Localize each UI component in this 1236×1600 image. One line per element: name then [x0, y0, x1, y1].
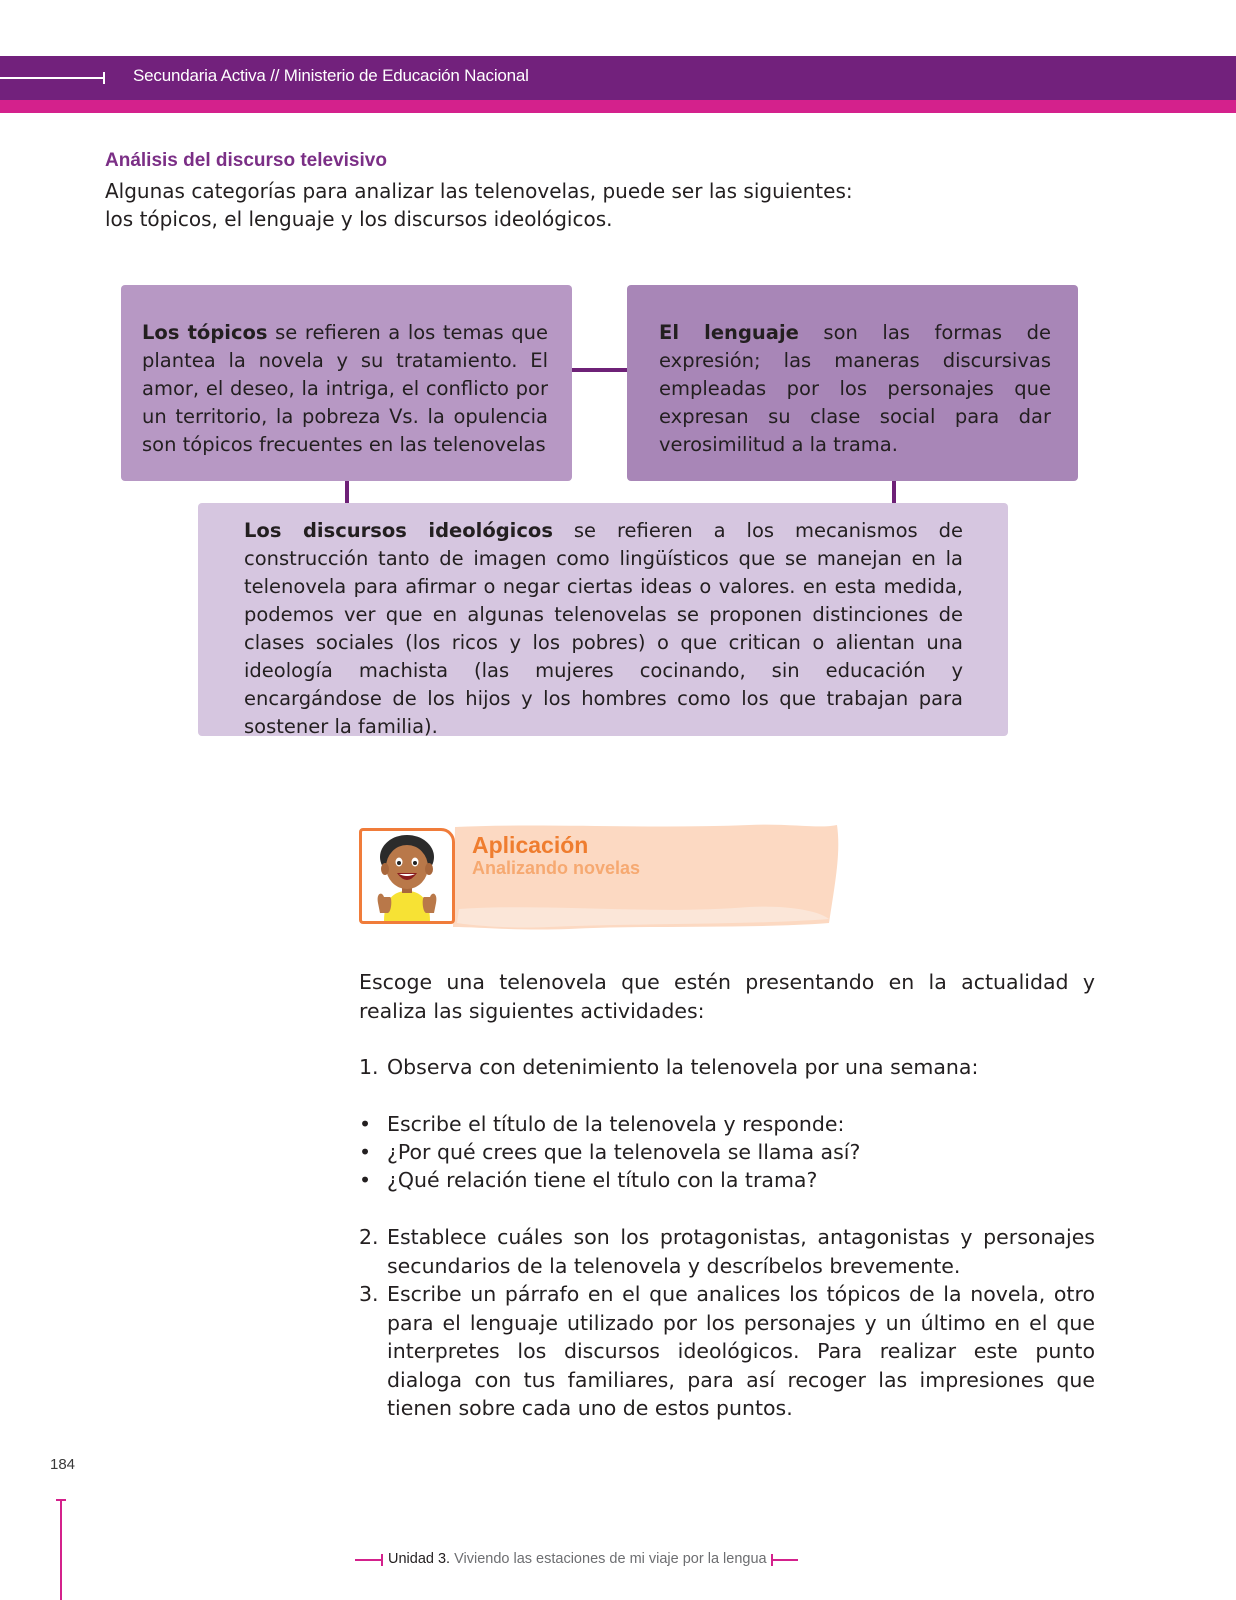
step-3-text: Escribe un párrafo en el que analices los tópicos de la novela, otro para el lenguaje utilizado por los personajes y un último en el que interpretes los discursos ideológicos. Para realizar este punto dialoga con tus familiares, para así recoger las impresiones que tienen sobre cada uno de estos puntos. [387, 1282, 1095, 1420]
step-2-marker: 2. [359, 1225, 379, 1249]
activity-intro: Escoge una telenovela que estén presentando en la actualidad y realiza las siguientes actividades: [359, 970, 1095, 1023]
connector-left [345, 481, 349, 503]
footer-margin-tick [56, 1499, 66, 1501]
discursos-term: Los discursos ideológicos [244, 519, 553, 542]
bullet-item [359, 1166, 1095, 1195]
header-stripe [0, 100, 1236, 113]
step-1-text: Observa con detenimiento la telenovela por una semana: [387, 1055, 979, 1079]
header-rule-tick [103, 72, 105, 84]
bullet-marker: • [359, 1112, 372, 1136]
step-1-marker: 1. [359, 1055, 379, 1079]
topicos-term: Los tópicos [142, 321, 268, 344]
footer-margin-line [60, 1499, 62, 1600]
connector-horizontal [572, 368, 627, 372]
step-3-marker: 3. [359, 1282, 379, 1306]
discursos-text: se refieren a los mecanismos de construcción tanto de imagen como lingüísticos que se manejan en la telenovela para afirmar o negar ciertas ideas o valores. en esta medida, podemos ver que en algunas telenovelas se proponen distinciones de clases sociales (los ricos y los pobres) o que critican o alientan una ideología machista (las mujeres cocinando, sin educación y encargándose de los hijos y los hombres como los que trabajan para sostener la familia). [244, 519, 963, 738]
bullet-marker: • [359, 1168, 372, 1192]
bullet-marker: • [359, 1140, 372, 1164]
application-subtitle: Analizando novelas [472, 858, 641, 878]
footer-rule-left-tick [381, 1554, 383, 1566]
header-title: Secundaria Activa // Ministerio de Educación Nacional [133, 66, 529, 85]
application-icon-frame [359, 828, 455, 924]
connector-right [892, 481, 896, 503]
section-intro: Algunas categorías para analizar las telenovelas, puede ser las siguientes: los tópicos, el lenguaje y los discursos ideológicos. [105, 179, 853, 231]
page-number: 184 [50, 1456, 76, 1473]
step-3 [359, 1280, 1095, 1423]
lenguaje-term: El lenguaje [659, 321, 799, 344]
footer-rule-left [355, 1559, 381, 1561]
footer-unit-title: Viviendo las estaciones de mi viaje por la lengua [450, 1551, 767, 1567]
section-title: Análisis del discurso televisivo [105, 150, 387, 171]
bullet-text: Escribe el título de la telenovela y responde: [387, 1112, 845, 1136]
topicos-box [121, 285, 572, 481]
step-1 [359, 1053, 1095, 1082]
application-title: Aplicación [472, 832, 589, 858]
student-thumbs-up-icon [362, 831, 452, 921]
step-2-text: Establece cuáles son los protagonistas, antagonistas y personajes secundarios de la telenovela y descríbelos brevemente. [387, 1225, 1095, 1278]
lenguaje-box [627, 285, 1078, 481]
discursos-box [198, 503, 1008, 736]
footer-unit [388, 1551, 767, 1567]
bullet-item [359, 1138, 1095, 1167]
step-2 [359, 1223, 1095, 1280]
bullet-text: ¿Qué relación tiene el título con la trama? [387, 1168, 818, 1192]
lenguaje-text: son las formas de expresión; las maneras discursivas empleadas por los personajes que expresan su clase social para dar verosimilitud a la trama. [659, 321, 1052, 456]
topicos-text: se refieren a los temas que plantea la novela y su tratamiento. El amor, el deseo, la intriga, el conflicto por un territorio, la pobreza Vs. la opulencia son tópicos frecuentes en las telenovelas [142, 321, 548, 456]
footer-unit-label: Unidad 3. [388, 1551, 451, 1567]
header-rule [0, 77, 104, 79]
footer-rule-right [772, 1559, 798, 1561]
bullet-item [359, 1110, 1095, 1139]
bullet-text: ¿Por qué crees que la telenovela se llama así? [387, 1140, 861, 1164]
